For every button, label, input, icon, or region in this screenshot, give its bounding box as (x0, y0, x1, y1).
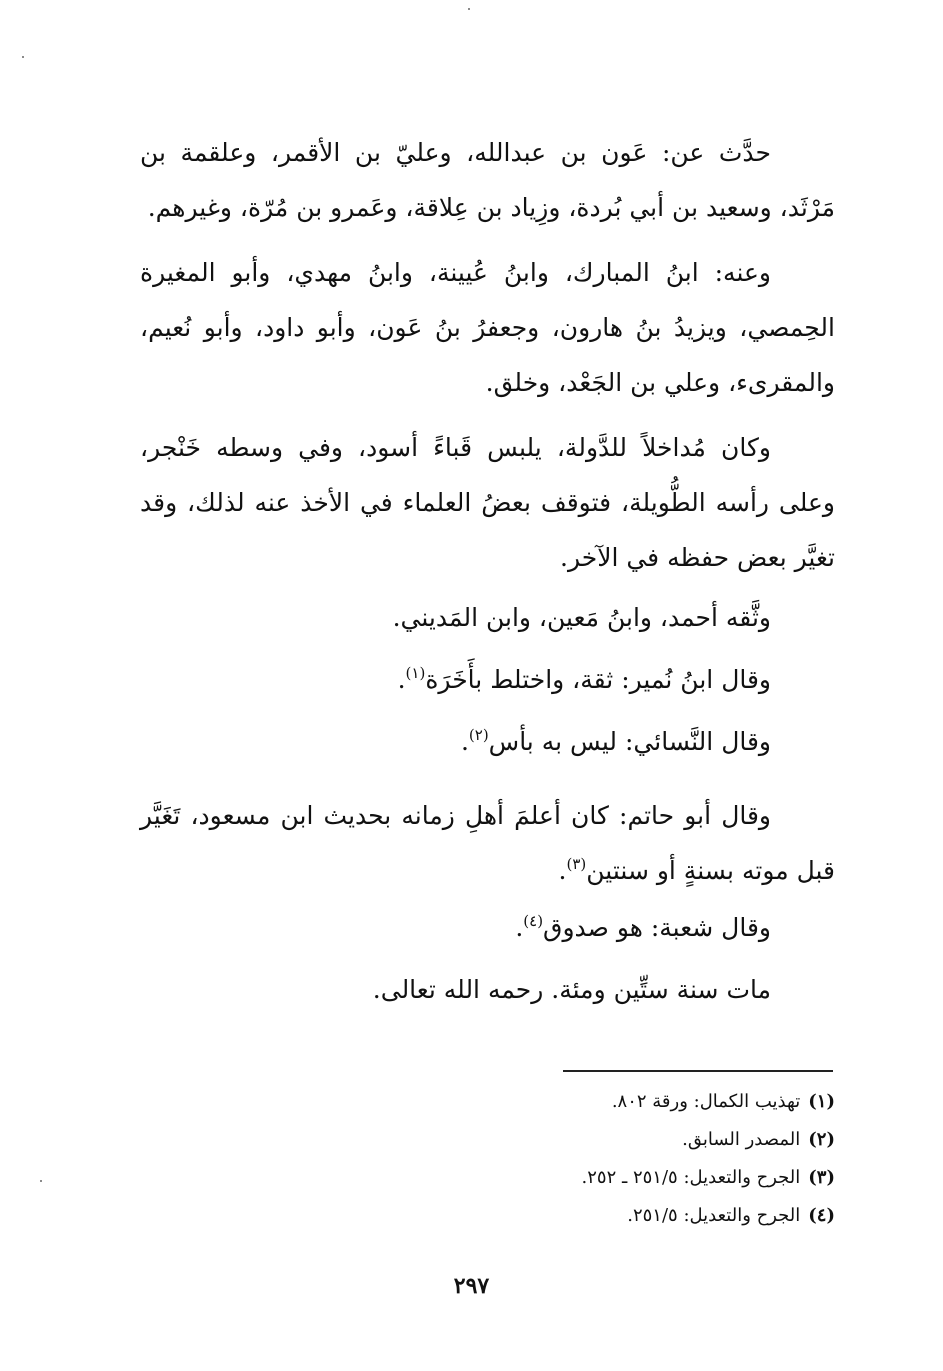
paragraph-abu-hatim (140, 788, 835, 898)
scan-speck (468, 8, 470, 10)
footnote-text: الجرح والتعديل: ٢٥١/٥ ـ ٢٥٢. (581, 1167, 801, 1188)
footnote-text: الجرح والتعديل: ٢٥١/٥. (627, 1205, 801, 1226)
statement-text: وقال ابنُ نُمير: ثقة، واختلط بأَخَرَة (425, 665, 771, 694)
footnote-text: المصدر السابق. (682, 1129, 801, 1150)
footnote-reference: (٢) (468, 726, 489, 744)
paragraph-narrated-from: حدَّث عن: عَون بن عبدالله، وعليّ بن الأقمر، وعلقمة بن مَرْثَد، وسعيد بن أبي بُردة، وزِياد بن عِلاقة، وعَمرو بن مُرّة، وغيرهم. (140, 138, 835, 222)
statement-end: . (558, 856, 567, 885)
footnote-item (335, 1159, 835, 1197)
statement-end: . (397, 665, 406, 694)
footnote-divider (563, 1070, 833, 1072)
statement-ibn-numayr (131, 652, 771, 707)
statement-end: . (460, 727, 469, 756)
statement-text: وقال شعبة: هو صدوق (543, 913, 771, 942)
footnote-text: تهذيب الكمال: ورقة ٨٠٢. (611, 1091, 801, 1112)
statement-text: وقال أبو حاتم: كان أعلمَ أهلِ زمانه بحديث ابن مسعود، تَغَيَّر قبل موته بسنةٍ أو سنتين (140, 801, 835, 885)
footnote-reference: (٤) (523, 912, 544, 930)
statement-nasai (131, 714, 771, 769)
statement-end: . (515, 913, 524, 942)
footnote-item (335, 1083, 835, 1121)
statement-shuba (131, 900, 771, 955)
statement-death (131, 962, 771, 1017)
footnote-reference: (١) (405, 664, 426, 682)
footnote-number: (٢) (808, 1129, 835, 1150)
footnote-reference: (٣) (566, 855, 587, 873)
footnote-number: (٣) (808, 1167, 835, 1188)
page-number: ٢٩٧ (453, 1273, 490, 1299)
footnote-item (335, 1197, 835, 1235)
statement-text: وثَّقه أحمد، وابنُ مَعين، وابن المَديني. (392, 603, 771, 632)
paragraph-biography: وكان مُداخلاً للدَّولة، يلبس قَباءً أسود، وفي وسطه خَنْجر، وعلى رأسه الطُّويلة، فتوقف بعضُ العلماء في الأخذ عنه لذلك، وقد تغيَّر بعض حفظه في الآخر. (140, 433, 835, 572)
footnotes-list (335, 1083, 835, 1235)
footnote-number: (٤) (808, 1205, 835, 1226)
footnote-number: (١) (808, 1091, 835, 1112)
statement-text: وقال النَّسائي: ليس به بأس (488, 727, 771, 756)
scan-speck (22, 56, 24, 58)
footnote-item (335, 1121, 835, 1159)
paragraph-narrators-from-him: وعنه: ابنُ المبارك، وابنُ عُيينة، وابنُ مهدي، وأبو المغيرة الحِمصي، ويزيدُ بنُ هارون، وجعفرُ بنُ عَون، وأبو داود، وأبو نُعيم، والمقرىء، وعلي بن الجَعْد، وخلق. (140, 258, 835, 397)
statement-tawthiq (131, 590, 771, 645)
scan-speck (40, 1180, 42, 1182)
statement-text: مات سنة ستِّين ومئة. رحمه الله تعالى. (372, 975, 771, 1004)
